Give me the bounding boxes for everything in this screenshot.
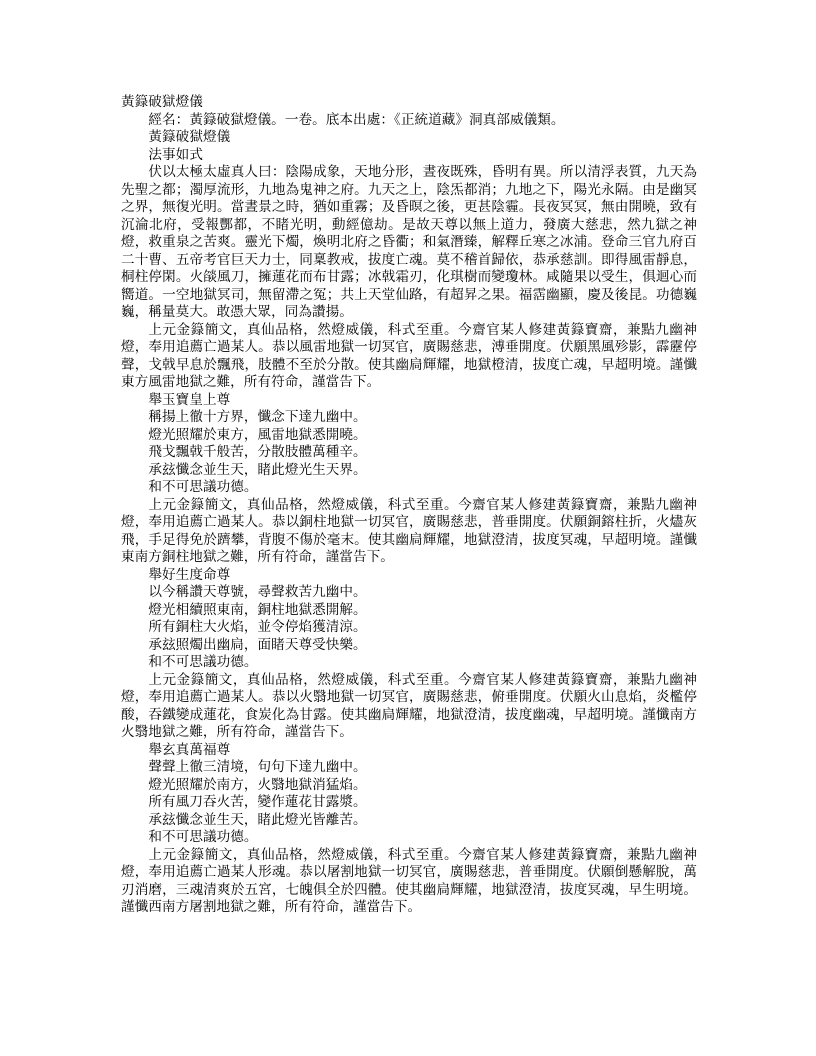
prayer-paragraph: 上元金籙簡文，真仙品格，然燈威儀，科式至重。今齋官某人修建黃籙寶齋，兼點九幽神燈，奉用追薦亡過某人。恭以風雷地獄一切冥官，廣賜慈悲，溥垂開度。伏願黑風殄影，霹靂停聲，戈戟早息於飄飛，肢體不至於分散。使其幽扃輝耀，地獄橙清，拔度亡魂，早超明境。謹懺東方風雷地獄之難，所有符命，謹當告下。 — [121, 321, 697, 390]
verse-line: 飛戈飄戟千般苦，分散肢體萬種辛。 — [148, 444, 367, 460]
document-page — [121, 94, 697, 917]
section-east — [121, 322, 697, 497]
section-southwest — [121, 847, 697, 917]
document-subtitle: 黃籙破獄燈儀 — [148, 129, 231, 145]
verse-line: 承玆懺念並生天，睹此燈光皆離苦。 — [148, 811, 367, 828]
source-note: 經名：黃籙破獄燈儀。一卷。底本出處：《正統道藏》洞真部威儀類。 — [148, 111, 565, 128]
verse-line: 和不可思議功德。 — [148, 654, 258, 670]
prayer-paragraph: 上元金籙簡文，真仙品格，然燈威儀，科式至重。今齋官某人修建黃籙寶齋，兼點九幽神燈，奉用追薦亡過某人。恭以銅柱地獄一切冥官，廣賜慈悲，普垂開度。伏願銅鎔柱折，火燼灰飛，手足得免於躋攀，背腹不傷於毫末。使其幽扃輝耀，地獄澄清，拔度冥魂，早超明境。謹懺東南方銅柱地獄之難，所有符命，謹當告下。 — [121, 496, 697, 565]
invocation-line: 舉好生度命尊 — [148, 566, 231, 583]
invocation-line: 舉玄真萬福尊 — [148, 741, 231, 758]
verse-line: 所有銅柱大火焰，並令停焰獲清涼。 — [148, 619, 367, 635]
verse-line: 以今稱讚天尊號，尋聲救苦九幽中。 — [148, 584, 367, 600]
verse-line: 所有風刀吞火苦，變作蓮花甘露漿。 — [148, 794, 367, 810]
prayer-paragraph: 上元金籙簡文，真仙品格，然燈威儀，科式至重。今齋官某人修建黃籙寶齋，兼點九幽神燈，奉用追薦亡過某人形魂。恭以屠割地獄一切冥官，廣賜慈悲，普垂開度。伏願倒懸解脫，萬刃消磨，三魂清爽於五宮，七魄俱全於四體。使其幽扃輝耀，地獄澄清，拔度冥魂，早生明境。謹懺西南方屠割地獄之難，所有符命，謹當告下。 — [121, 846, 697, 915]
document-title: 黃籙破獄燈儀 — [121, 94, 203, 110]
prayer-paragraph: 上元金籙簡文，真仙品格，然燈威儀，科式至重。今齋官某人修建黃籙寶齋，兼點九幽神燈，奉用追薦亡過某人。恭以火翳地獄一切冥官，廣賜慈悲，俯垂開度。伏願火山息焰，炎檻停酸，吞鐵變成蓮花，食炭化為甘露。使其幽扃輝耀，地獄澄清，拔度幽魂，早超明境。謹懺南方火翳地獄之難，所有符命，謹當告下。 — [121, 671, 697, 740]
section-south — [121, 672, 697, 847]
verse-line: 承玆照燭出幽扃，面睹天尊受快樂。 — [148, 636, 367, 653]
verse-line: 承玆懺念並生天，睹此燈光生天界。 — [148, 461, 367, 478]
verse-line: 燈光照耀於南方，火翳地獄消猛焰。 — [148, 776, 367, 793]
section-heading: 法事如式 — [148, 146, 203, 163]
section-southeast — [121, 497, 697, 672]
verse-line: 稱揚上徹十方界，懺念下達九幽中。 — [148, 409, 367, 425]
verse-line: 燈光照耀於東方，風雷地獄悉開曉。 — [148, 426, 367, 443]
verse-line: 和不可思議功德。 — [148, 479, 258, 495]
verse-line: 聲聲上徹三清境，句句下達九幽中。 — [148, 759, 367, 775]
opening-paragraph: 伏以太極太虛真人曰：陰陽成象，天地分形，晝夜既殊，昏明有異。所以清浮表質，九天為先聖之都；濁厚流形，九地為鬼神之府。九天之上，陰炁都消；九地之下，陽光永隔。由是幽冥之界，無復光明。當晝景之時，猶如重霧；及昏暝之後，更甚陰霾。長夜冥冥，無由開曉，致有沉淪北府，受報酆都，不睹光明，動經億劫。是故天尊以無上道力，發廣大慈悲，然九獄之神燈，救重泉之苦爽。靈光下燭，煥明北府之昏衢；和氣潛臻，解釋丘寒之冰浦。登命三官九府百二十曹、五帝考官巨天力士，同稟教戒，拔度亡魂。莫不稽首歸依，恭承慈訓。即得風雷靜息，桐柱停閑。火燄風刀，擁蓮花而布甘露；冰戟霜刃，化琪樹而變瓊林。咸隨果以受生，俱迴心而嚮道。一空地獄冥司，無留滯之冤；共上天堂仙路，有超昇之果。福霑幽顯，慶及後昆。功德巍巍，稱量莫大。敢憑大眾，同為讚揚。 — [121, 164, 697, 320]
invocation-line: 舉玉寶皇上尊 — [148, 391, 231, 408]
verse-line: 燈光相續照東南，銅柱地獄悉開解。 — [148, 601, 367, 618]
verse-line: 和不可思議功德。 — [148, 829, 258, 845]
